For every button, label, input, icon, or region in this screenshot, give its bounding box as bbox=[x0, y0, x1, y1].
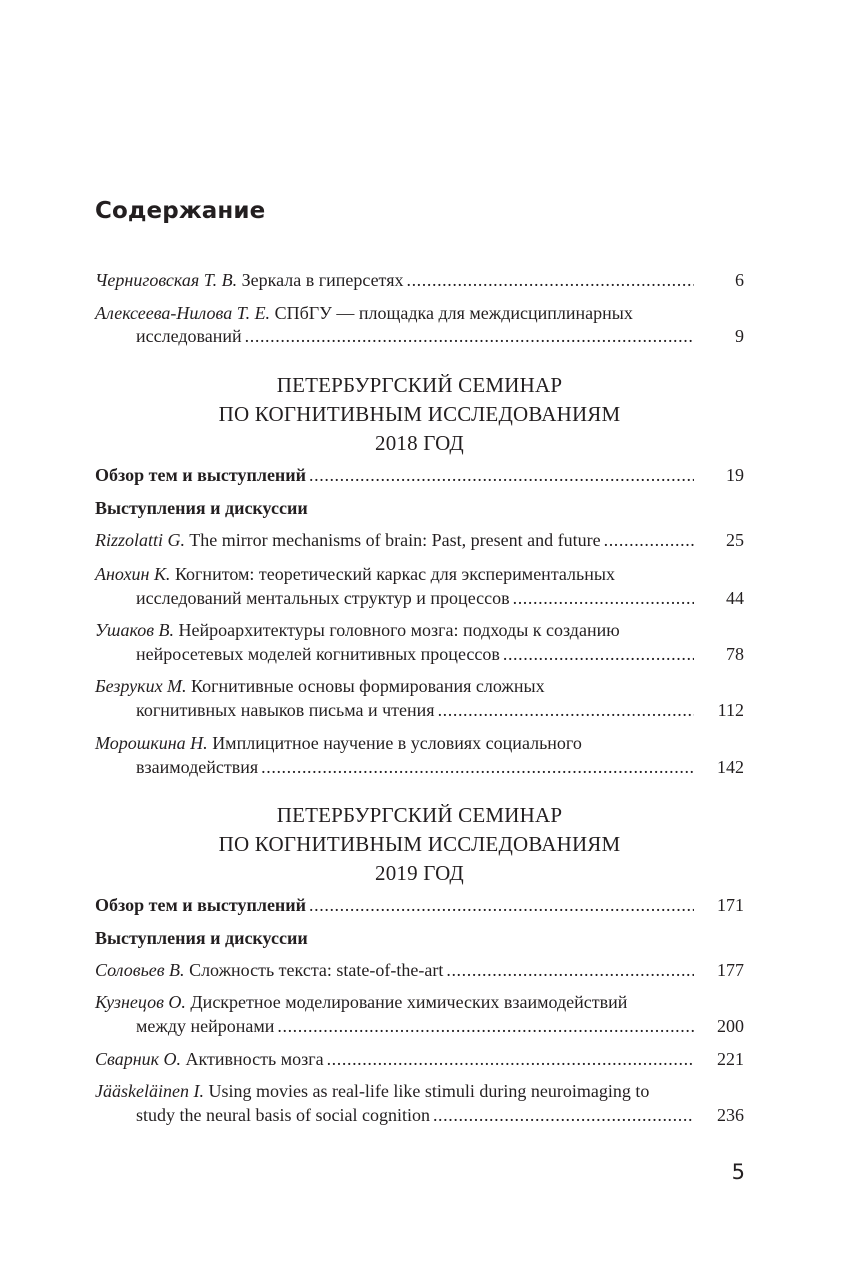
page-title: Содержание bbox=[95, 198, 266, 224]
leader-dots bbox=[438, 698, 694, 722]
leader-dots bbox=[503, 642, 694, 666]
entry-title: Когнитивные основы формирования сложных bbox=[191, 676, 545, 696]
toc-entry-solovyev[interactable] bbox=[95, 958, 744, 982]
leader-dots bbox=[446, 958, 694, 982]
entry-page: 9 bbox=[735, 326, 744, 346]
entry-author: Jääskeläinen I. bbox=[95, 1081, 204, 1101]
entry-author: Сварник О. bbox=[95, 1049, 182, 1069]
entry-title: Дискретное моделирование химических взаимодействий bbox=[190, 992, 628, 1012]
entry-author: Черниговская Т. В. bbox=[95, 270, 238, 290]
entry-page: 177 bbox=[717, 960, 744, 980]
leader-dots bbox=[327, 1047, 694, 1071]
toc-overview-2018[interactable] bbox=[95, 463, 744, 487]
entry-author: Соловьев В. bbox=[95, 960, 185, 980]
entry-title-cont: взаимодействия bbox=[136, 757, 259, 777]
leader-dots bbox=[513, 586, 694, 610]
toc-entry-bezrukikh-line1[interactable] bbox=[95, 674, 744, 698]
entry-title: Имплицитное научение в условиях социального bbox=[212, 733, 582, 753]
toc-entry-rizzolatti[interactable] bbox=[95, 528, 744, 552]
toc-entry-anokhin-line1[interactable] bbox=[95, 562, 744, 586]
entry-author: Безруких М. bbox=[95, 676, 187, 696]
overview-label: Обзор тем и выступлений bbox=[95, 465, 307, 485]
entry-page: 19 bbox=[726, 465, 744, 485]
leader-dots bbox=[309, 463, 694, 487]
entry-page: 112 bbox=[717, 700, 744, 720]
toc-entry-alekseeva-line2[interactable] bbox=[136, 324, 744, 348]
entry-page: 44 bbox=[726, 588, 744, 608]
section-heading-line: ПО КОГНИТИВНЫМ ИССЛЕДОВАНИЯМ bbox=[218, 402, 621, 426]
entry-author: Морошкина Н. bbox=[95, 733, 208, 753]
entry-page: 6 bbox=[735, 270, 744, 290]
entry-author: Анохин К. bbox=[95, 564, 171, 584]
entry-author: Кузнецов О. bbox=[95, 992, 186, 1012]
talks-label-2019: Выступления и дискуссии bbox=[95, 928, 308, 948]
entry-page: 236 bbox=[717, 1105, 744, 1125]
entry-page: 221 bbox=[717, 1049, 744, 1069]
leader-dots bbox=[245, 324, 694, 348]
toc-entry-kuznetsov-line1[interactable] bbox=[95, 990, 744, 1014]
entry-title-cont: исследований ментальных структур и процессов bbox=[136, 588, 510, 608]
entry-title: Using movies as real-life like stimuli during neuroimaging to bbox=[208, 1081, 650, 1101]
toc-entry-chernigovskaya[interactable] bbox=[95, 268, 744, 292]
entry-title-cont: study the neural basis of social cognition bbox=[136, 1105, 430, 1125]
entry-author: Rizzolatti G. bbox=[95, 530, 186, 550]
entry-author: Алексеева-Нилова Т. Е. bbox=[95, 303, 271, 323]
section-heading-2019 bbox=[95, 801, 744, 888]
entry-title-cont: нейросетевых моделей когнитивных процессов bbox=[136, 644, 500, 664]
entry-title: Сложность текста: state-of-the-art bbox=[189, 960, 444, 980]
page-number: 5 bbox=[731, 1160, 745, 1184]
entry-title-cont: когнитивных навыков письма и чтения bbox=[136, 700, 435, 720]
toc-entry-ushakov-line1[interactable] bbox=[95, 618, 744, 642]
entry-title: Когнитом: теоретический каркас для экспериментальных bbox=[174, 564, 615, 584]
entry-page: 171 bbox=[717, 895, 744, 915]
entry-author: Ушаков В. bbox=[95, 620, 175, 640]
section-heading-year: 2018 ГОД bbox=[375, 431, 464, 455]
leader-dots bbox=[604, 528, 694, 552]
leader-dots bbox=[309, 893, 694, 917]
overview-label: Обзор тем и выступлений bbox=[95, 895, 307, 915]
toc-entry-ushakov-line2[interactable] bbox=[136, 642, 744, 666]
section-heading-year: 2019 ГОД bbox=[375, 861, 464, 885]
toc-entry-bezrukikh-line2[interactable] bbox=[136, 698, 744, 722]
leader-dots bbox=[433, 1103, 694, 1127]
toc-entry-kuznetsov-line2[interactable] bbox=[136, 1014, 744, 1038]
section-heading-2018 bbox=[95, 371, 744, 458]
toc-entry-jaaskelainen-line1[interactable] bbox=[95, 1079, 744, 1103]
leader-dots bbox=[406, 268, 694, 292]
section-heading-line: ПЕТЕРБУРГСКИЙ СЕМИНАР bbox=[276, 373, 563, 397]
entry-page: 142 bbox=[717, 757, 744, 777]
toc-entry-alekseeva-line1[interactable] bbox=[95, 301, 744, 325]
toc-entry-moroshkina-line1[interactable] bbox=[95, 731, 744, 755]
entry-page: 200 bbox=[717, 1016, 744, 1036]
entry-page: 25 bbox=[726, 530, 744, 550]
entry-title: Нейроархитектуры головного мозга: подходы к созданию bbox=[178, 620, 620, 640]
entry-title: Зеркала в гиперсетях bbox=[241, 270, 404, 290]
toc-entry-anokhin-line2[interactable] bbox=[136, 586, 744, 610]
talks-label-2018: Выступления и дискуссии bbox=[95, 498, 308, 518]
entry-title: The mirror mechanisms of brain: Past, present and future bbox=[189, 530, 601, 550]
toc-entry-moroshkina-line2[interactable] bbox=[136, 755, 744, 779]
toc-overview-2019[interactable] bbox=[95, 893, 744, 917]
entry-page: 78 bbox=[726, 644, 744, 664]
entry-title: СПбГУ — площадка для междисциплинарных bbox=[274, 303, 633, 323]
toc-entry-jaaskelainen-line2[interactable] bbox=[136, 1103, 744, 1127]
entry-title-cont: исследований bbox=[136, 326, 242, 346]
section-heading-line: ПЕТЕРБУРГСКИЙ СЕМИНАР bbox=[276, 803, 563, 827]
toc-entry-svarnik[interactable] bbox=[95, 1047, 744, 1071]
leader-dots bbox=[277, 1014, 694, 1038]
leader-dots bbox=[261, 755, 694, 779]
entry-title: Активность мозга bbox=[185, 1049, 324, 1069]
entry-title-cont: между нейронами bbox=[136, 1016, 275, 1036]
section-heading-line: ПО КОГНИТИВНЫМ ИССЛЕДОВАНИЯМ bbox=[218, 832, 621, 856]
